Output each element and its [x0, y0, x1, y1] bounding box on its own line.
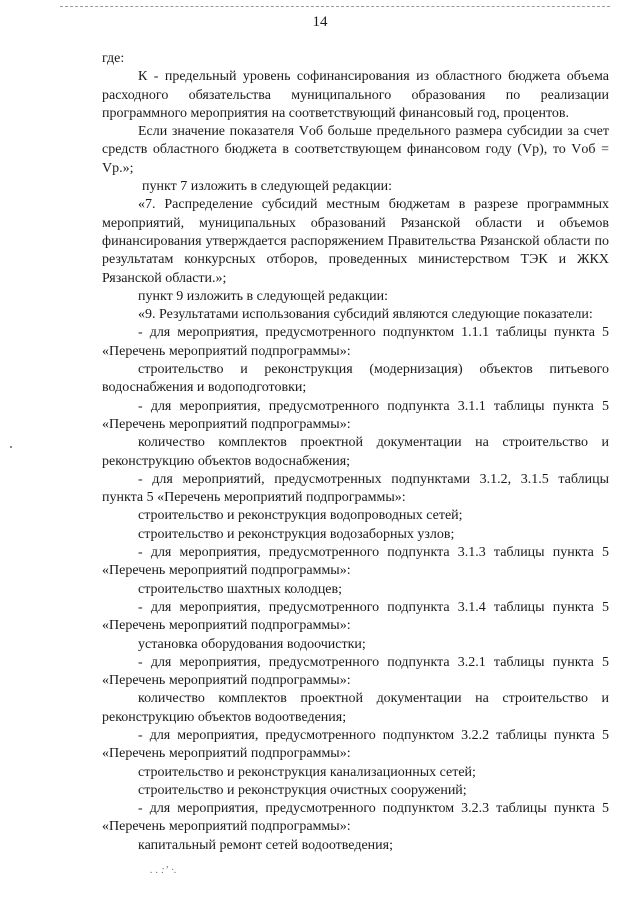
page-number: 14 — [312, 14, 328, 30]
paragraph: количество комплектов проектной документации на строительство и реконструкцию объектов водоснабжения; — [102, 435, 609, 469]
paragraph: - для мероприятия, предусмотренного подпунктом 3.2.3 таблицы пункта 5 «Перечень мероприятий подпрограммы»: — [102, 801, 609, 835]
paragraph: - для мероприятия, предусмотренного подпункта 3.2.1 таблицы пункта 5 «Перечень мероприятий подпрограммы»: — [102, 654, 609, 689]
paragraph: строительство и реконструкция (модернизация) объектов питьевого водоснабжения и водоподготовки; — [102, 362, 609, 396]
paragraph: Если значение показателя Vоб больше предельного размера субсидии за счет средств областного бюджета в соответствующем финансовом году (Vр), то Vоб = Vр.»; — [102, 124, 609, 176]
paragraph: установка оборудования водоочистки; — [138, 636, 366, 652]
scan-speck — [10, 446, 12, 448]
paragraph: количество комплектов проектной документации на строительство и реконструкцию объектов водоотведения; — [102, 691, 609, 725]
paragraph: - для мероприятия, предусмотренного подпункта 3.1.4 таблицы пункта 5 «Перечень мероприятий подпрограммы»: — [102, 599, 609, 634]
paragraph: пункт 9 изложить в следующей редакции: — [138, 288, 388, 304]
paragraph: строительство и реконструкция канализационных сетей; — [138, 764, 476, 780]
paragraph: строительство шахтных колодцев; — [138, 581, 343, 597]
paragraph: пункт 7 изложить в следующей редакции: — [142, 179, 392, 195]
paragraph: строительство и реконструкция водозаборных узлов; — [138, 526, 455, 542]
paragraph: - для мероприятия, предусмотренного подпункта 3.1.3 таблицы пункта 5 «Перечень мероприятий подпрограммы»: — [102, 545, 609, 579]
paragraph: - для мероприятия, предусмотренного подпунктом 1.1.1 таблицы пункта 5 «Перечень мероприятий подпрограммы»: — [102, 325, 609, 359]
paragraph: - для мероприятия, предусмотренного подпункта 3.1.1 таблицы пункта 5 «Перечень мероприятий подпрограммы»: — [102, 398, 609, 432]
paragraph: «9. Результатами использования субсидий являются следующие показатели: — [138, 307, 593, 323]
paragraph: - для мероприятия, предусмотренного подпунктом 3.2.2 таблицы пункта 5 «Перечень мероприятий подпрограммы»: — [102, 727, 609, 762]
paragraph: строительство и реконструкция очистных сооружений; — [138, 782, 467, 798]
paragraph: - для мероприятий, предусмотренных подпунктами 3.1.2, 3.1.5 таблицы пункта 5 «Перечень мероприятий подпрограммы»: — [102, 471, 609, 506]
document-body — [102, 50, 609, 855]
scan-top-edge — [60, 6, 610, 7]
paragraph: «7. Распределение субсидий местным бюджетам в разрезе программных мероприятий, муниципальных образований Рязанской области и объемов финансирования утверждается распоряжением Правительства Рязанской области по результатам конкурсных отборов, проведенных министерством ТЭК и ЖКХ Рязанской области.»; — [102, 197, 609, 286]
paragraph: капитальный ремонт сетей водоотведения; — [138, 837, 393, 853]
paragraph: где: — [102, 51, 125, 66]
paragraph: К - предельный уровень софинансирования из областного бюджета объема расходного обязательства муниципального образования по реализации программного мероприятия на соответствующий финансовый год, процентов. — [102, 69, 609, 121]
paragraph: строительство и реконструкция водопроводных сетей; — [138, 508, 463, 524]
scan-artifact: . . :ʼ ·. — [150, 864, 177, 876]
